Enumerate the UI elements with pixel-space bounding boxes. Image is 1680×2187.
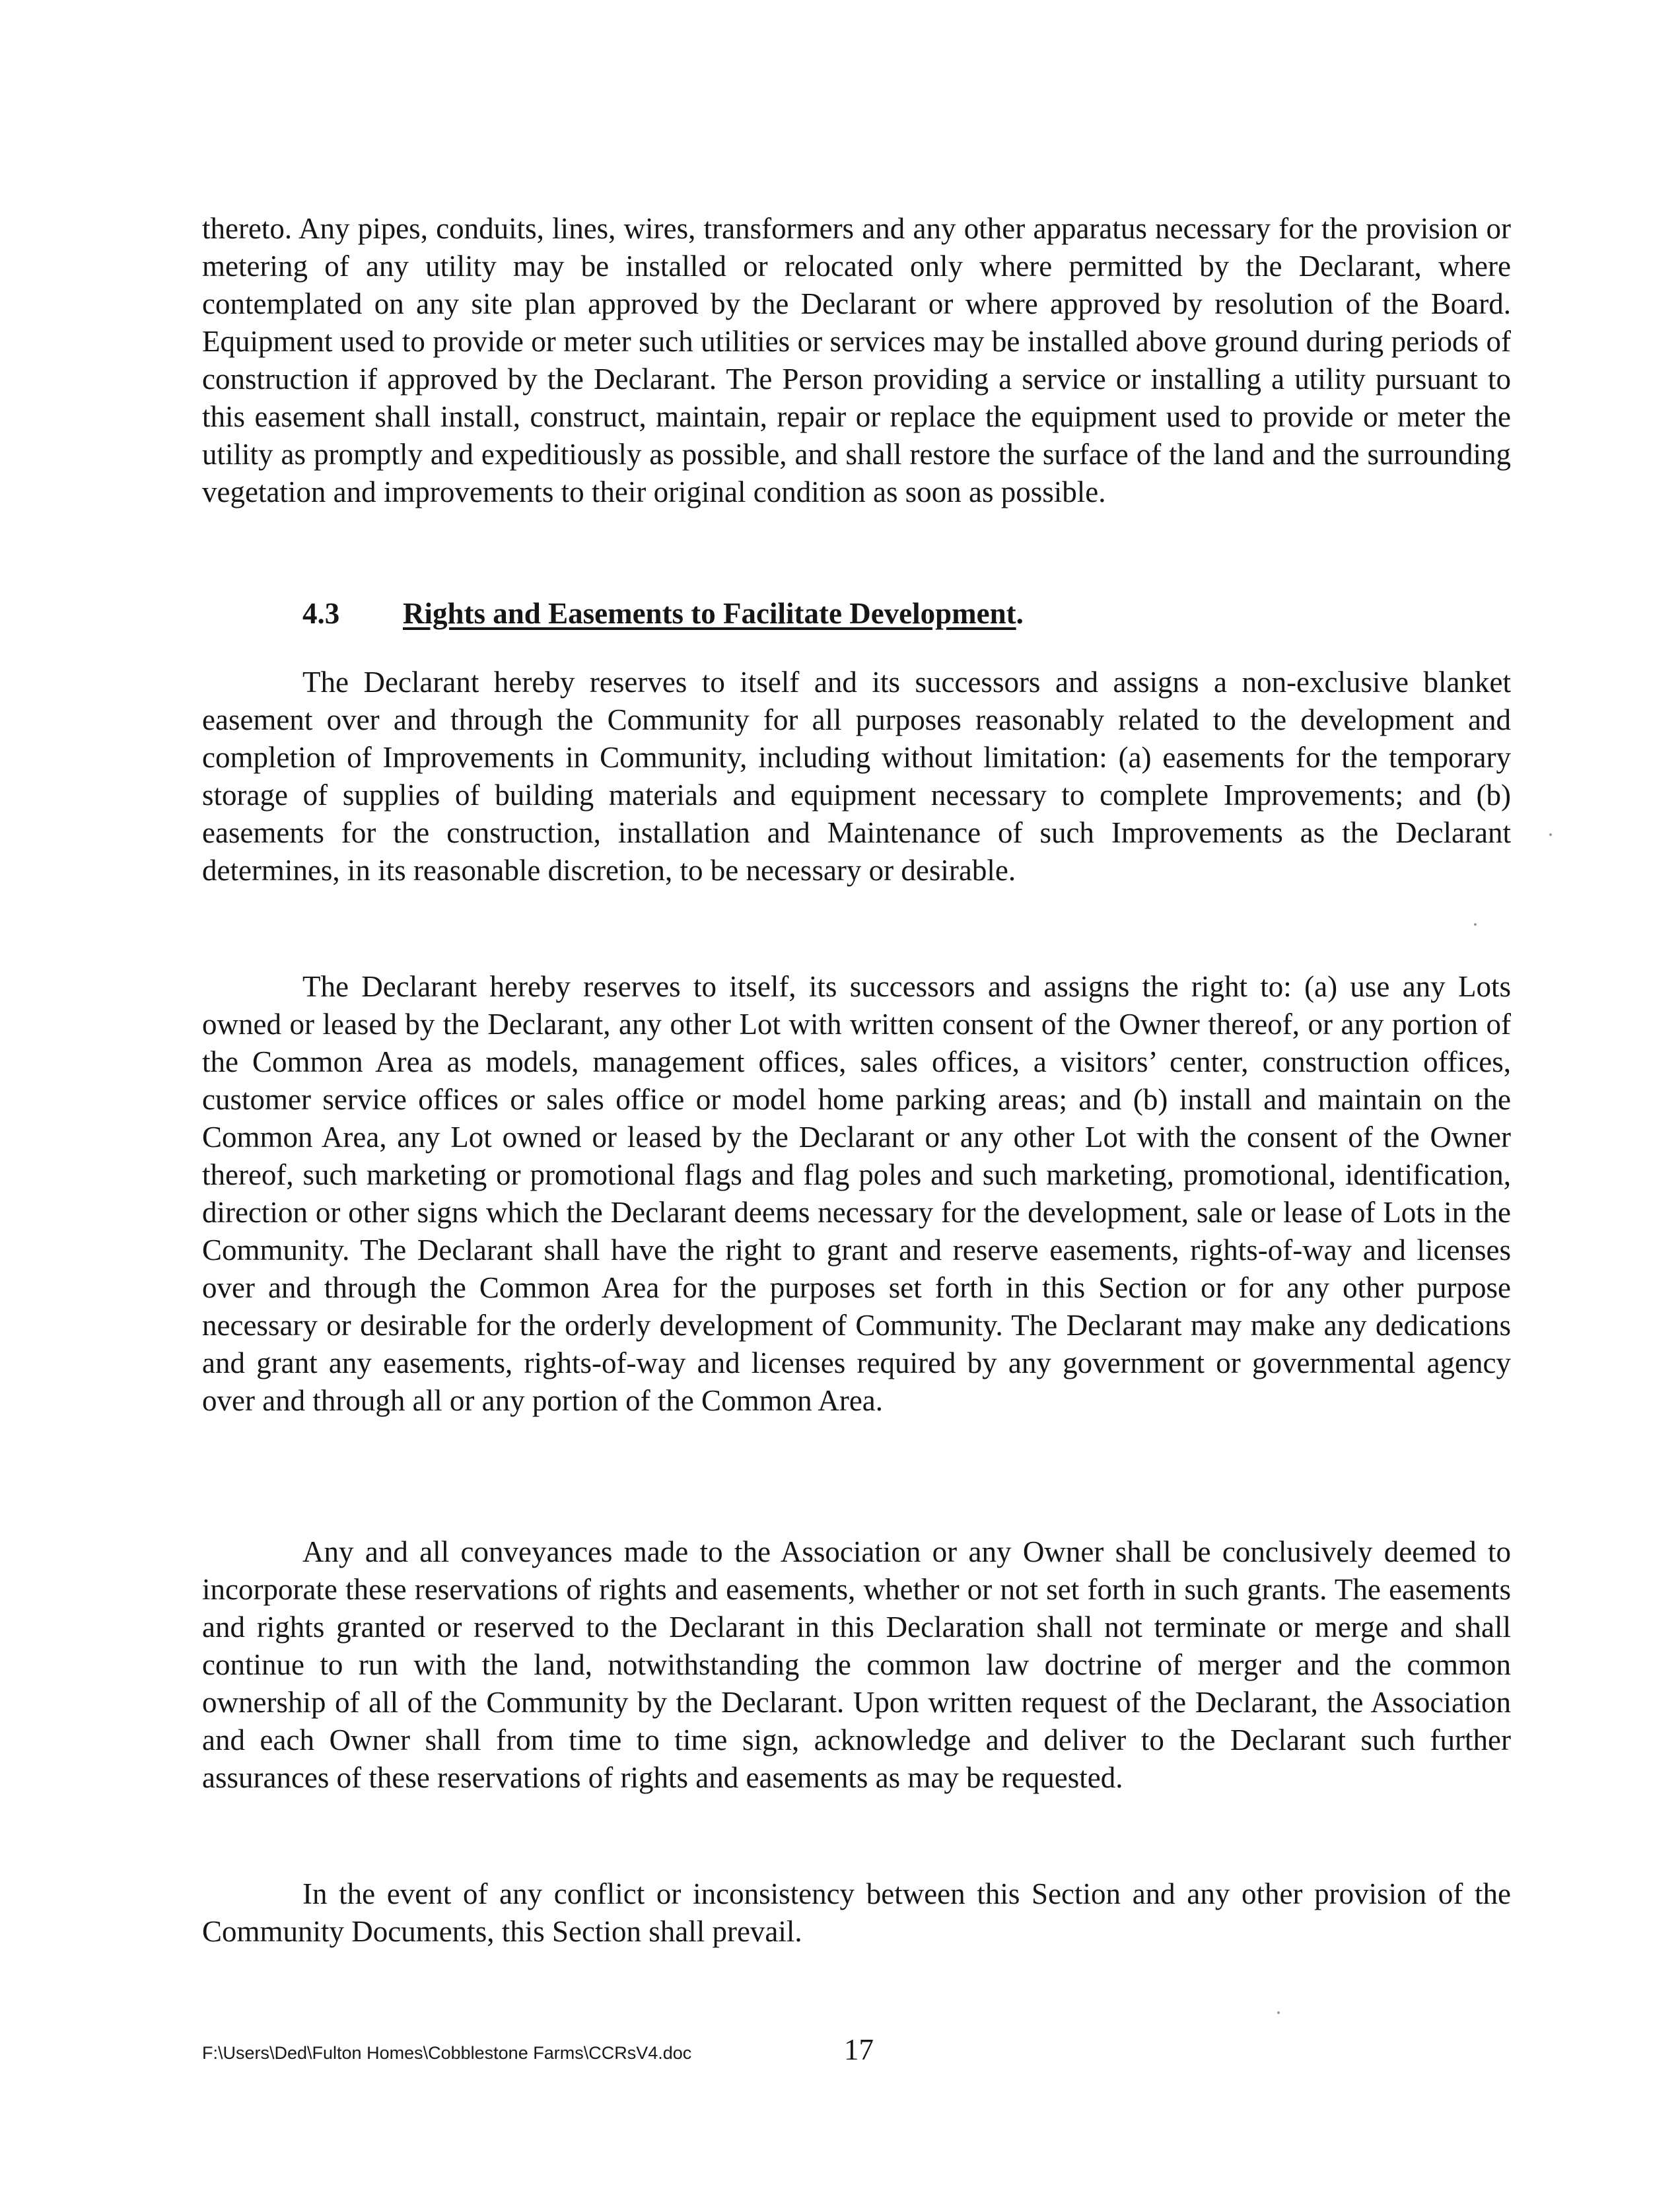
- section-title: Rights and Easements to Facilitate Development: [403, 597, 1016, 630]
- scan-speck: [1549, 833, 1552, 836]
- footer-file-path: F:\Users\Ded\Fulton Homes\Cobblestone Farms\CCRsV4.doc: [202, 2043, 692, 2063]
- body-paragraph-continued: thereto. Any pipes, conduits, lines, wires, transformers and any other apparatus necessary for the provision or metering of any utility may be installed or relocated only where permitted by the Declarant, where contemplated on any site plan approved by the Declarant or where approved by resolution of the Board. Equipment used to provide or meter such utilities or services may be installed above ground during periods of construction if approved by the Declarant. The Person providing a service or installing a utility pursuant to this easement shall install, construct, maintain, repair or replace the equipment used to provide or meter the utility as promptly and expeditiously as possible, and shall restore the surface of the land and the surrounding vegetation and improvements to their original condition as soon as possible.: [202, 212, 1511, 508]
- section-title-period: .: [1016, 597, 1024, 630]
- scan-speck: [1474, 923, 1477, 926]
- body-paragraph-conveyances: Any and all conveyances made to the Association or any Owner shall be conclusively deemed to incorporate these reservations of rights and easements, whether or not set forth in such grants. The easements and rights granted or reserved to the Declarant in this Declaration shall not terminate or merge and shall continue to run with the land, notwithstanding the common law doctrine of merger and the common ownership of all of the Community by the Declarant. Upon written request of the Declarant, the Association and each Owner shall from time to time sign, acknowledge and deliver to the Declarant such further assurances of these reservations of rights and easements as may be requested.: [202, 1535, 1511, 1794]
- section-number: 4.3: [302, 597, 340, 630]
- scan-speck: [1277, 2011, 1280, 2014]
- body-paragraph-conflict: In the event of any conflict or inconsistency between this Section and any other provision of the Community Documents, this Section shall prevail.: [202, 1877, 1511, 1948]
- section-heading: [302, 595, 1024, 633]
- body-paragraph-blanket-easement: The Declarant hereby reserves to itself and its successors and assigns a non-exclusive blanket easement over and through the Community for all purposes reasonably related to the development and completion of Improvements in Community, including without limitation: (a) easements for the temporary storage of supplies of building materials and equipment necessary to complete Improvements; and (b) easements for the construction, installation and Maintenance of such Improvements as the Declarant determines, in its reasonable discretion, to be necessary or desirable.: [202, 666, 1511, 887]
- page-footer: [202, 2032, 1511, 2072]
- body-paragraph-reserved-rights: The Declarant hereby reserves to itself, its successors and assigns the right to: (a) use any Lots owned or leased by the Declarant, any other Lot with written consent of the Owner thereof, or any portion of the Common Area as models, management offices, sales offices, a visitors’ center, construction offices, customer service offices or sales office or model home parking areas; and (b) install and maintain on the Common Area, any Lot owned or leased by the Declarant or any other Lot with the consent of the Owner thereof, such marketing or promotional flags and flag poles and such marketing, promotional, identification, direction or other signs which the Declarant deems necessary for the development, sale or lease of Lots in the Community. The Declarant shall have the right to grant and reserve easements, rights-of-way and licenses over and through the Common Area for the purposes set forth in this Section or for any other purpose necessary or desirable for the orderly development of Community. The Declarant may make any dedications and grant any easements, rights-of-way and licenses required by any government or governmental agency over and through all or any portion of the Common Area.: [202, 970, 1511, 1417]
- page-number: 17: [844, 2033, 874, 2066]
